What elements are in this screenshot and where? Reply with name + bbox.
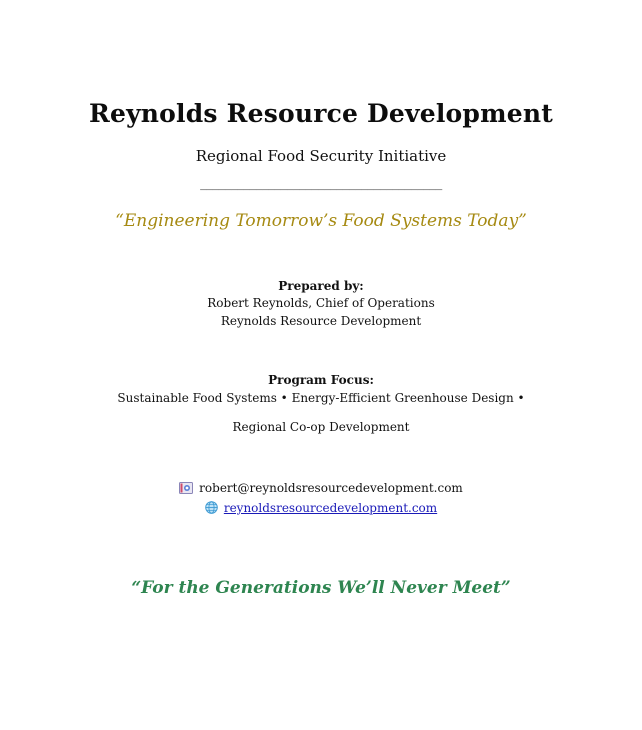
tagline: “Engineering Tomorrow’s Food Systems Today”	[115, 211, 527, 231]
divider-rule: _______________________________________	[200, 176, 442, 191]
prepared-by-heading: Prepared by:	[278, 279, 364, 293]
preparer-organization: Reynolds Resource Development	[220, 314, 422, 328]
contact-email-row	[0, 481, 642, 497]
preparer-name: Robert Reynolds, Chief of Operations	[207, 296, 435, 310]
globe-icon	[205, 501, 218, 517]
document-title: Reynolds Resource Development	[89, 99, 553, 128]
closing-tagline: “For the Generations We’ll Never Meet”	[131, 578, 511, 598]
contact-email[interactable]: robert@reynoldsresourcedevelopment.com	[199, 481, 463, 495]
envelope-icon	[179, 482, 193, 497]
document-subtitle: Regional Food Security Initiative	[195, 147, 447, 165]
contact-website-row	[0, 501, 642, 517]
program-focus-line-2: Regional Co-op Development	[232, 420, 410, 434]
program-focus-heading: Program Focus:	[268, 373, 374, 387]
program-focus-line-1: Sustainable Food Systems • Energy-Efficient Greenhouse Design •	[117, 391, 525, 405]
website-link[interactable]: reynoldsresourcedevelopment.com	[223, 501, 438, 515]
